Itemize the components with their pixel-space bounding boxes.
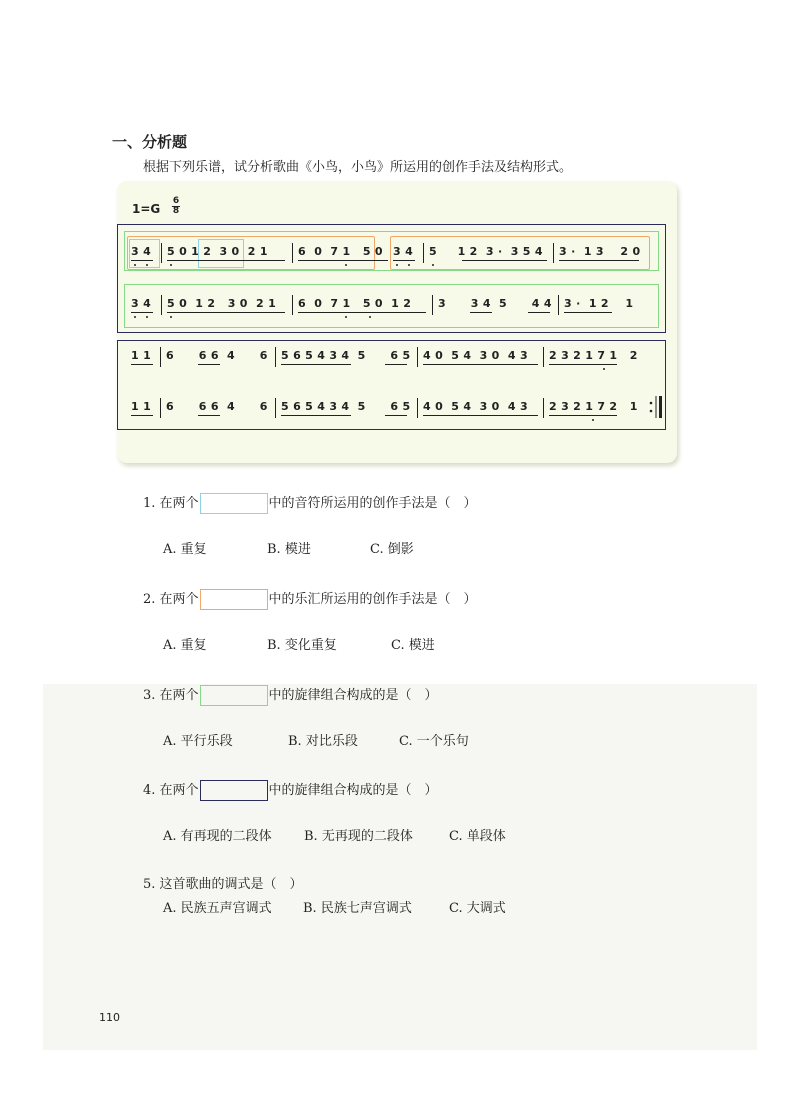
barline xyxy=(417,347,418,367)
score-row-2-bar-1: 5 0 1 2 3 0 2 1 xyxy=(167,297,277,310)
option-a[interactable]: A. 民族五声宫调式 xyxy=(163,901,272,916)
beam-line xyxy=(131,415,153,416)
question-4-navy-box xyxy=(200,780,268,801)
beam-line xyxy=(281,364,351,365)
beam-line xyxy=(385,415,407,416)
beam-line xyxy=(462,260,547,261)
time-signature xyxy=(172,197,180,216)
score-row-1-pickup-2: 3 4 xyxy=(393,245,414,258)
barline xyxy=(432,295,433,315)
score-row-4-pickup: 1 1 xyxy=(131,400,152,413)
beam-line xyxy=(393,260,415,261)
beam-line xyxy=(131,260,153,261)
octave-dot xyxy=(603,368,605,370)
score-row-1-bar-4: 3 · 1 3 2 0 xyxy=(559,245,641,258)
beam-line xyxy=(198,415,220,416)
question-3 xyxy=(143,684,438,706)
option-b[interactable]: B. 模进 xyxy=(267,542,311,557)
beam-line xyxy=(298,312,426,313)
octave-dot xyxy=(345,264,347,266)
score-row-3-bar-3: 4 0 5 4 3 0 4 3 xyxy=(423,349,528,362)
octave-dot xyxy=(408,264,410,266)
score-row-3-bar-2: 5 6 5 4 3 4 5 6 5 xyxy=(281,349,411,362)
score-row-1-bar-2: 6 0 7 1 5 0 xyxy=(298,245,383,258)
key-signature: 1=G xyxy=(132,202,161,216)
option-a[interactable]: A. 重复 xyxy=(163,638,207,653)
barline xyxy=(292,295,293,315)
barline xyxy=(161,243,162,263)
score-row-3-bar-4: 2 3 2 1 7 1 2 xyxy=(549,349,638,362)
octave-dot xyxy=(432,264,434,266)
octave-dot xyxy=(396,264,398,266)
score-row-3-pickup: 1 1 xyxy=(131,349,152,362)
time-signature-top: 6 xyxy=(172,196,180,206)
question-4-prefix: 4. 在两个 xyxy=(143,783,199,798)
score-row-1-pickup: 3 4 xyxy=(131,245,152,258)
beam-line xyxy=(559,260,639,261)
question-5-prefix: 5. 这首歌曲的调式是（ ） xyxy=(143,877,303,892)
score-row-4-bar-4: 2 3 2 1 7 2 1 xyxy=(549,400,638,413)
time-signature-bottom: 8 xyxy=(172,206,180,216)
score-row-2-bar-2: 6 0 7 1 5 0 1 2 xyxy=(298,297,412,310)
score-row-2-pickup: 3 4 xyxy=(131,297,152,310)
beam-line xyxy=(281,415,351,416)
octave-dot xyxy=(146,264,148,266)
barline xyxy=(558,295,559,315)
score-row-2-bar-3: 3 3 4 5 4 4 xyxy=(438,297,552,310)
option-b[interactable]: B. 变化重复 xyxy=(267,638,337,653)
score-row-4-bar-3: 4 0 5 4 3 0 4 3 xyxy=(423,400,528,413)
score-row-2-bar-4: 3 · 1 2 1 xyxy=(564,297,634,310)
barline xyxy=(275,347,276,367)
beam-line xyxy=(528,312,550,313)
octave-dot xyxy=(170,316,172,318)
page-number: 110 xyxy=(99,1011,120,1024)
octave-dot xyxy=(345,316,347,318)
question-2-orange-box xyxy=(200,589,268,610)
question-2-suffix: 中的乐汇所运用的创作手法是（ ） xyxy=(268,592,477,607)
octave-dot xyxy=(592,419,594,421)
barline xyxy=(553,243,554,263)
barline xyxy=(543,347,544,367)
repeat-end-barline xyxy=(648,396,664,418)
option-a[interactable]: A. 平行乐段 xyxy=(163,734,233,749)
question-2-prefix: 2. 在两个 xyxy=(143,592,199,607)
beam-line xyxy=(423,415,538,416)
option-b[interactable]: B. 对比乐段 xyxy=(288,734,358,749)
question-3-green-box xyxy=(200,685,268,706)
beam-line xyxy=(549,364,617,365)
octave-dot xyxy=(134,316,136,318)
question-1-prefix: 1. 在两个 xyxy=(143,496,199,511)
barline xyxy=(292,243,293,263)
beam-line xyxy=(423,364,538,365)
barline xyxy=(275,398,276,418)
barline xyxy=(423,243,424,263)
question-3-prefix: 3. 在两个 xyxy=(143,688,199,703)
beam-line xyxy=(198,364,220,365)
option-b[interactable]: B. 民族七声宫调式 xyxy=(303,901,412,916)
intro-text: 根据下列乐谱，试分析歌曲《小鸟，小鸟》所运用的创作手法及结构形式。 xyxy=(143,160,573,175)
option-c[interactable]: C. 一个乐句 xyxy=(399,734,469,749)
option-c[interactable]: C. 大调式 xyxy=(449,901,506,916)
barline xyxy=(161,295,162,315)
barline xyxy=(160,398,161,418)
score-row-4-bar-2: 5 6 5 4 3 4 5 6 5 xyxy=(281,400,411,413)
beam-line xyxy=(549,415,617,416)
section-title: 一、分析题 xyxy=(112,133,188,151)
question-4 xyxy=(143,779,438,801)
option-a[interactable]: A. 有再现的二段体 xyxy=(163,829,272,844)
octave-dot xyxy=(369,316,371,318)
barline xyxy=(543,398,544,418)
option-b[interactable]: B. 无再现的二段体 xyxy=(304,829,413,844)
question-1-suffix: 中的音符所运用的创作手法是（ ） xyxy=(268,496,477,511)
octave-dot xyxy=(134,264,136,266)
score-row-4-bar-1: 6 6 6 4 6 xyxy=(166,400,268,413)
beam-line xyxy=(564,312,612,313)
beam-line xyxy=(385,364,407,365)
score-row-1-bar-3: 5 1 2 3 · 3 5 4 xyxy=(429,245,543,258)
question-3-suffix: 中的旋律组合构成的是（ ） xyxy=(268,688,438,703)
score-row-1-bar-1: 5 0 1 2 3 0 2 1 xyxy=(167,245,268,258)
option-c[interactable]: C. 倒影 xyxy=(370,542,414,557)
option-c[interactable]: C. 单段体 xyxy=(449,829,506,844)
barline xyxy=(417,398,418,418)
question-5 xyxy=(143,873,303,892)
question-4-suffix: 中的旋律组合构成的是（ ） xyxy=(268,783,438,798)
question-1-cyan-box xyxy=(200,493,268,514)
question-2 xyxy=(143,588,477,610)
beam-line xyxy=(298,260,388,261)
octave-dot xyxy=(170,264,172,266)
option-c[interactable]: C. 模进 xyxy=(391,638,435,653)
beam-line xyxy=(167,260,285,261)
score-row-3-bar-1: 6 6 6 4 6 xyxy=(166,349,268,362)
option-a[interactable]: A. 重复 xyxy=(163,542,207,557)
question-1 xyxy=(143,492,477,514)
beam-line xyxy=(131,364,153,365)
beam-line xyxy=(131,312,153,313)
barline xyxy=(160,347,161,367)
beam-line xyxy=(470,312,492,313)
octave-dot xyxy=(146,316,148,318)
beam-line xyxy=(167,312,285,313)
